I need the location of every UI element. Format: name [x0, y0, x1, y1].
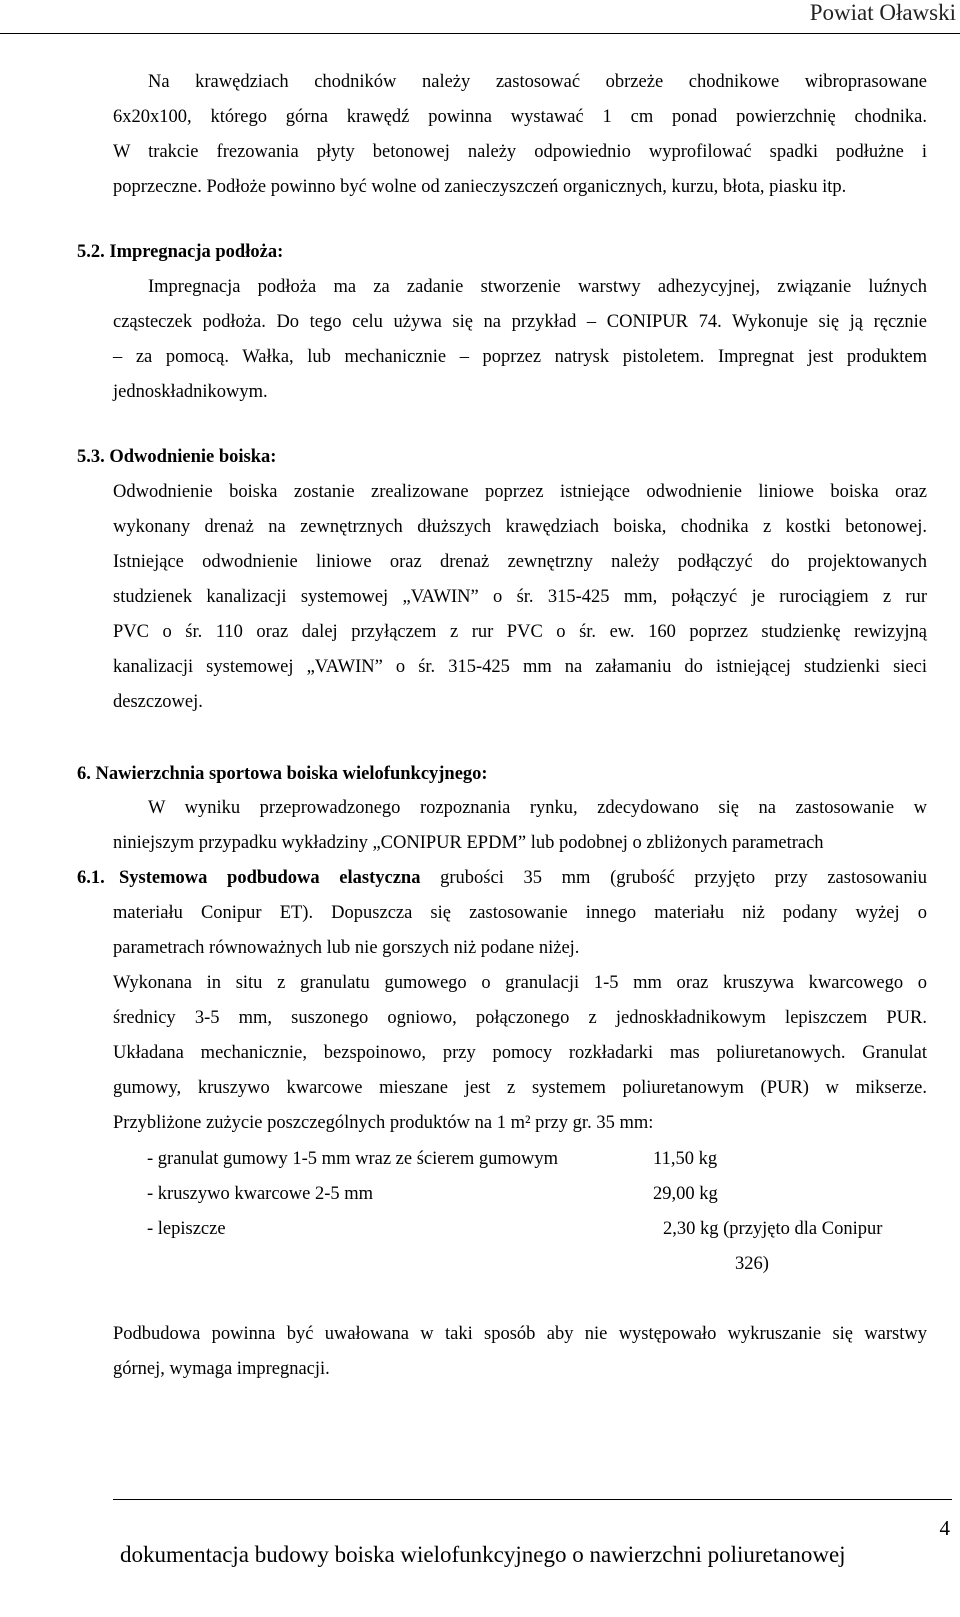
s53-line-2: wykonany drenaż na zewnętrznych dłuższych krawędziach boiska, chodnika z kostki betonowej. — [113, 517, 927, 537]
s53-line-6: kanalizacji systemowej „VAWIN” o śr. 315-425 mm na załamaniu do istniejącej studzienki sieci — [113, 657, 927, 677]
s53-line-1: Odwodnienie boiska zostanie zrealizowane poprzez istniejące odwodnienie liniowe boiska oraz — [113, 482, 927, 502]
s53-line-7: deszczowej. — [113, 692, 203, 712]
header-title: Powiat Oławski — [809, 0, 956, 25]
s52-line-3: – za pomocą. Wałka, lub mechanicznie – poprzez natrysk pistoletem. Impregnat jest produktem — [113, 347, 927, 367]
material-item-2-qty: 29,00 kg — [653, 1184, 718, 1204]
section-6-1-number: 6.1. — [77, 868, 105, 888]
s52-line-1: Impregnacja podłoża ma za zadanie stworzenie warstwy adhezycyjnej, związanie luźnych — [148, 277, 927, 297]
s61-bold-title: Systemowa podbudowa elastyczna — [119, 868, 421, 888]
material-item-3-qty: 2,30 kg (przyjęto dla Conipur — [663, 1219, 883, 1239]
s61-line-8: Przybliżone zużycie poszczególnych produktów na 1 m² przy gr. 35 mm: — [113, 1113, 654, 1133]
intro-line-3: W trakcie frezowania płyty betonowej należy odpowiednio wyprofilować spadki podłużne i — [113, 142, 927, 162]
section-6-heading: 6. Nawierzchnia sportowa boiska wielofunkcyjnego: — [77, 764, 488, 784]
s61-line-6: Układana mechanicznie, bezspoinowo, przy pomocy rozkładarki mas poliuretanowych. Granulat — [113, 1043, 927, 1063]
intro-line-1: Na krawędziach chodników należy zastosować obrzeże chodnikowe wibroprasowane — [148, 72, 927, 92]
s61-line-4: Wykonana in situ z granulatu gumowego o granulacji 1-5 mm oraz kruszywa kwarcowego o — [113, 973, 927, 993]
s52-line-4: jednoskładnikowym. — [113, 382, 268, 402]
s61-line-2: materiału Conipur ET). Dopuszcza się zastosowanie innego materiału niż podany wyżej o — [113, 903, 927, 923]
s61-line-7: gumowy, kruszywo kwarcowe mieszane jest z systemem poliuretanowym (PUR) w mikserze. — [113, 1078, 927, 1098]
s53-line-4: studzienek kanalizacji systemowej „VAWIN” o śr. 315-425 mm, połączyć je rurociągiem z rur — [113, 587, 927, 607]
header-rule — [0, 33, 960, 34]
material-item-3-qty-cont: 326) — [735, 1254, 769, 1274]
closing-line-2: górnej, wymaga impregnacji. — [113, 1359, 330, 1379]
s61-line-3: parametrach równoważnych lub nie gorszych niż podane niżej. — [113, 938, 580, 958]
closing-line-1: Podbudowa powinna być uwałowana w taki sposób aby nie występowało wykruszanie się warstwy — [113, 1324, 927, 1344]
s6-line-1: W wyniku przeprowadzonego rozpoznania rynku, zdecydowano się na zastosowanie w — [148, 798, 927, 818]
s52-line-2: cząsteczek podłoża. Do tego celu używa się na przykład – CONIPUR 74. Wykonuje się ją ręcznie — [113, 312, 927, 332]
s61-line-1 — [119, 867, 927, 889]
footer-rule — [113, 1499, 952, 1500]
s53-line-5: PVC o śr. 110 oraz dalej przyłączem z rur PVC o śr. ew. 160 poprzez studzienkę rewizyjną — [113, 622, 927, 642]
material-item-3-name: - lepiszcze — [147, 1219, 226, 1239]
intro-line-2: 6x20x100, którego górna krawędź powinna wystawać 1 cm ponad powierzchnię chodnika. — [113, 107, 927, 127]
s53-line-3: Istniejące odwodnienie liniowe oraz drenaż zewnętrzny należy podłączyć do projektowanych — [113, 552, 927, 572]
s6-line-2: niniejszym przypadku wykładziny „CONIPUR EPDM” lub podobnej o zbliżonych parametrach — [113, 833, 824, 853]
material-item-1-qty: 11,50 kg — [653, 1149, 718, 1169]
section-5-2-heading: 5.2. Impregnacja podłoża: — [77, 242, 284, 262]
s61-line-1-rest: grubości 35 mm (grubość przyjęto przy zastosowaniu — [440, 868, 928, 888]
material-item-2-name: - kruszywo kwarcowe 2-5 mm — [147, 1184, 374, 1204]
intro-line-4: poprzeczne. Podłoże powinno być wolne od zanieczyszczeń organicznych, kurzu, błota, piasku itp. — [113, 177, 847, 197]
section-5-3-heading: 5.3. Odwodnienie boiska: — [77, 447, 277, 467]
footer-text: dokumentacja budowy boiska wielofunkcyjnego o nawierzchni poliuretanowej — [120, 1542, 846, 1567]
material-item-1-name: - granulat gumowy 1-5 mm wraz ze ścierem gumowym — [147, 1149, 558, 1169]
page-number: 4 — [939, 1516, 950, 1540]
s61-line-5: średnicy 3-5 mm, suszonego ogniowo, połączonego z jednoskładnikowym lepiszczem PUR. — [113, 1008, 927, 1028]
